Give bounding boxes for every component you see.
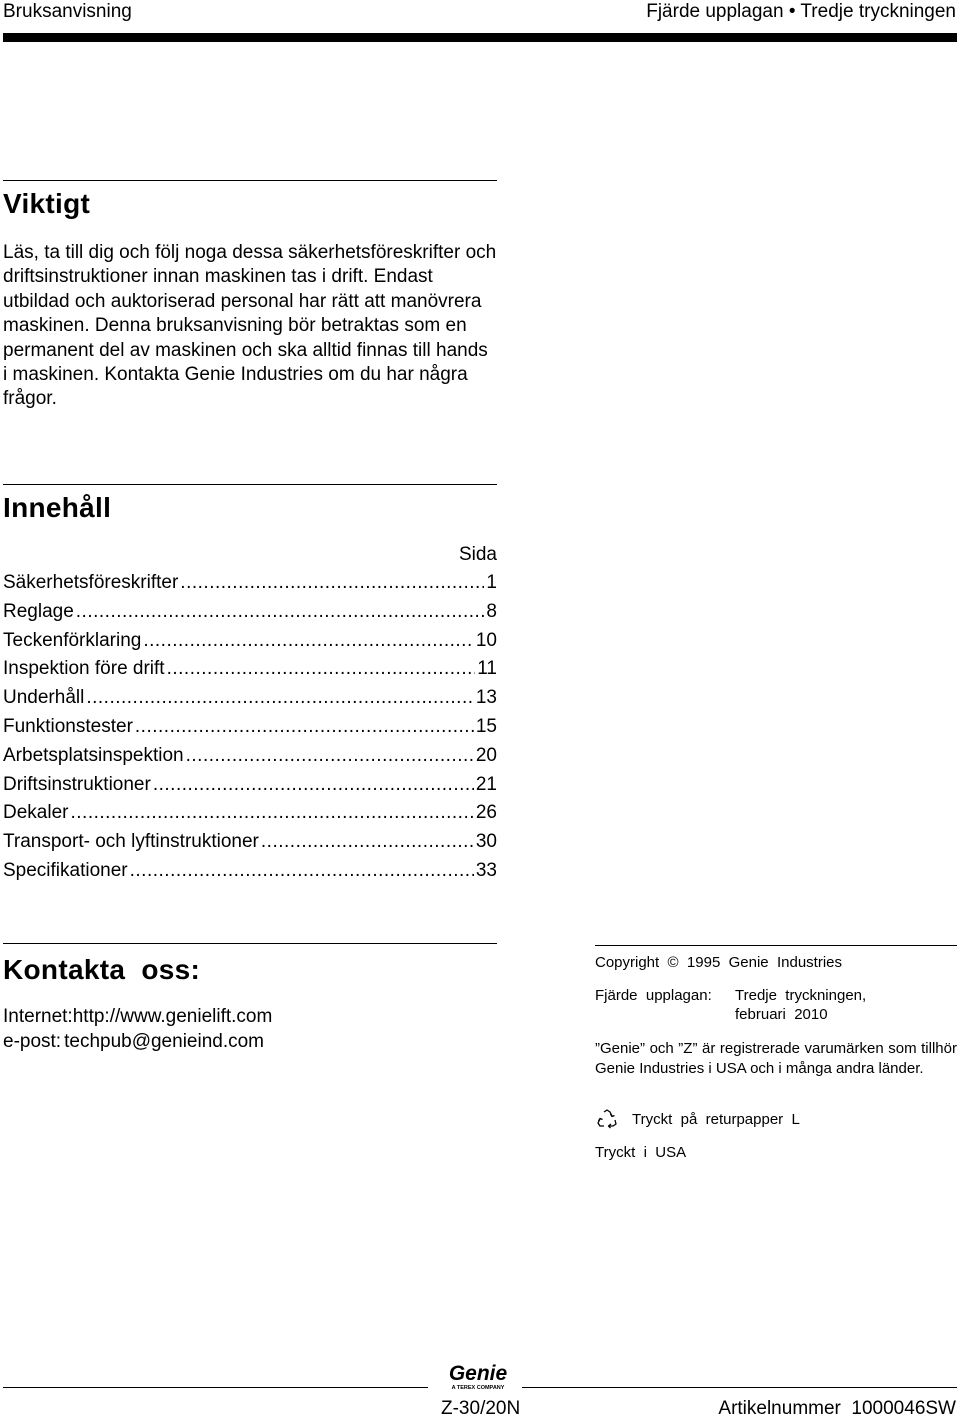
toc-title: Innehåll [3, 492, 112, 523]
toc-leader-dots [86, 684, 474, 713]
toc-item[interactable] [3, 655, 497, 684]
toc-leader-dots [180, 569, 484, 598]
table-of-contents [3, 541, 497, 886]
toc-item-page: 8 [486, 600, 497, 622]
toc-item-page: 10 [475, 629, 497, 651]
header-edition: Fjärde upplagan • Tredje tryckningen [646, 1, 956, 22]
toc-item-page: 20 [475, 744, 497, 766]
copyright-rule [595, 945, 957, 946]
footer-model: Z-30/20N [441, 1398, 521, 1419]
viktigt-body [3, 241, 497, 412]
toc-item[interactable] [3, 742, 497, 771]
toc-item-page: 15 [475, 715, 497, 737]
toc-item-label: Inspektion före drift [3, 658, 165, 680]
toc-item-label: Specifikationer [3, 859, 128, 881]
toc-leader-dots [76, 598, 485, 627]
toc-page-header: Sida [458, 544, 497, 565]
edition-label: Fjärde upplagan: [595, 987, 712, 1004]
toc-leader-dots [186, 742, 474, 771]
footer-rule-left [3, 1387, 428, 1388]
toc-item[interactable] [3, 598, 497, 627]
contact-title: Kontakta oss: [3, 954, 201, 985]
recycle-icon [596, 1108, 618, 1130]
toc-item-page: 13 [475, 687, 497, 709]
toc-item-label: Reglage [3, 600, 74, 622]
toc-item[interactable] [3, 828, 497, 857]
toc-item-page: 30 [475, 831, 497, 853]
toc-item-label: Teckenförklaring [3, 629, 142, 651]
genie-logo-text: Genie [448, 1362, 508, 1385]
toc-leader-dots [70, 799, 473, 828]
recycled-paper-note: Tryckt på returpapper L [632, 1111, 800, 1128]
genie-logo-sub: A TEREX COMPANY [451, 1385, 505, 1391]
edition-value-1: Tredje tryckningen, [735, 987, 867, 1004]
toc-item-page: 21 [475, 773, 497, 795]
contact-email-row [3, 1031, 264, 1053]
toc-item-label: Dekaler [3, 802, 69, 824]
trademark-notice: ”Genie” och ”Z” är registrerade varumärken som tillhör Genie Industries i USA och i många andra länder. [595, 1040, 957, 1077]
toc-leader-dots [153, 771, 474, 800]
toc-item-page: 1 [486, 572, 497, 593]
header-manual-title: Bruksanvisning [3, 1, 132, 22]
toc-item[interactable] [3, 771, 497, 800]
toc-leader-dots [143, 627, 474, 656]
toc-item[interactable] [3, 857, 497, 886]
toc-item-label: Säkerhetsföreskrifter [3, 572, 179, 593]
toc-item-page: 33 [475, 859, 497, 881]
internet-link[interactable]: http://www.genielift.com [72, 1006, 273, 1027]
viktigt-rule [3, 180, 497, 181]
toc-item-label: Transport- och lyftinstruktioner [3, 831, 259, 853]
toc-item-page: 26 [475, 802, 497, 824]
toc-item[interactable] [3, 713, 497, 742]
contact-internet-row [3, 1006, 272, 1028]
email-link[interactable]: techpub@genieind.com [64, 1031, 265, 1052]
toc-rule [3, 484, 497, 485]
toc-item[interactable] [3, 627, 497, 656]
toc-item[interactable] [3, 799, 497, 828]
printed-in: Tryckt i USA [595, 1144, 687, 1161]
internet-label: Internet: [3, 1006, 73, 1027]
header-bar [3, 33, 957, 42]
contact-rule [3, 943, 497, 944]
viktigt-title: Viktigt [3, 188, 91, 219]
footer-part-number: Artikelnummer 1000046SW [718, 1398, 956, 1419]
toc-item[interactable] [3, 569, 497, 598]
footer-rule-right [522, 1387, 957, 1388]
toc-leader-dots [261, 828, 474, 857]
toc-item[interactable] [3, 684, 497, 713]
copyright-line: Copyright © 1995 Genie Industries [595, 954, 843, 971]
edition-value-2: februari 2010 [735, 1006, 828, 1023]
email-label: e-post: [3, 1031, 62, 1052]
toc-item-label: Arbetsplatsinspektion [3, 744, 184, 766]
toc-leader-dots [130, 857, 474, 886]
toc-item-page: 11 [477, 658, 497, 680]
genie-logo [440, 1362, 516, 1392]
toc-leader-dots [135, 713, 474, 742]
toc-item-label: Underhåll [3, 687, 85, 709]
toc-item-label: Funktionstester [3, 715, 133, 737]
toc-leader-dots [167, 655, 476, 684]
toc-item-label: Driftsinstruktioner [3, 773, 151, 795]
viktigt-text: Läs, ta till dig och följ noga dessa säkerhetsföreskrifter och driftsinstruktioner innan maskinen tas i drift. Endast utbildad och auktoriserad personal har rätt att manövrera maskinen. Denna bruksanvisning bör betraktas som en permanent del av maskinen och ska alltid finnas till hands i maskinen. Kontakta Genie Industries om du har några frågor. [3, 242, 497, 410]
